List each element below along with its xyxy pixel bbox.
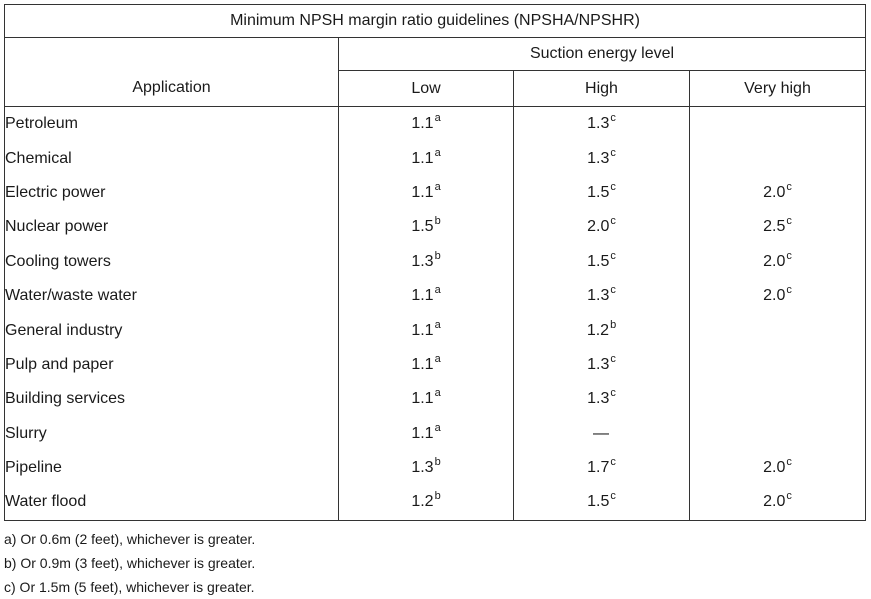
low-value: 1.3 (411, 252, 434, 270)
column-header-high: High (514, 71, 690, 107)
footnote-marker: a (434, 112, 441, 125)
very-high-value-cell (690, 417, 866, 451)
footnote-marker: c (610, 146, 616, 159)
high-value-cell (514, 107, 690, 142)
high-value-cell (514, 313, 690, 347)
application-cell: Nuclear power (5, 210, 339, 244)
high-value-cell (514, 417, 690, 451)
application-cell: Electric power (5, 176, 339, 210)
high-value: 2.0 (587, 218, 610, 236)
column-header-application: Application (5, 71, 339, 107)
table-row (5, 107, 866, 142)
footnote-marker: b (434, 490, 441, 503)
table-row (5, 451, 866, 485)
low-value-cell (339, 348, 514, 382)
low-value: 1.1 (411, 390, 434, 408)
low-value-cell (339, 417, 514, 451)
footnote-a: a) Or 0.6m (2 feet), whichever is greater. (4, 531, 256, 547)
very-high-value-cell (690, 382, 866, 416)
high-value-cell (514, 141, 690, 175)
low-value: 1.1 (411, 287, 434, 305)
footnote-marker: b (610, 318, 617, 331)
footnote-marker: c (610, 456, 616, 469)
low-value-cell (339, 485, 514, 520)
application-cell: General industry (5, 313, 339, 347)
low-value-cell (339, 245, 514, 279)
low-value-cell (339, 141, 514, 175)
footnote-marker: c (786, 490, 792, 503)
footnote-marker: b (434, 456, 441, 469)
high-value: 1.5 (587, 183, 610, 201)
footnote-marker: a (434, 318, 441, 331)
footnote-c: c) Or 1.5m (5 feet), whichever is greater. (4, 579, 255, 595)
table-caption: Minimum NPSH margin ratio guidelines (NPSHA/NPSHR) (5, 5, 866, 38)
high-value: 1.3 (587, 115, 610, 133)
footnote-marker: b (434, 215, 441, 228)
low-value: 1.1 (411, 183, 434, 201)
footnote-marker: c (610, 284, 616, 297)
table-row (5, 313, 866, 347)
high-value: 1.3 (587, 390, 610, 408)
footnote-marker: c (610, 112, 616, 125)
table-row (5, 210, 866, 244)
footnote-marker: c (786, 249, 792, 262)
low-value: 1.2 (411, 493, 434, 511)
table-row (5, 417, 866, 451)
footnote-marker: c (610, 490, 616, 503)
table-row (5, 141, 866, 175)
very-high-value: 2.0 (763, 252, 786, 270)
very-high-value-cell (690, 451, 866, 485)
application-cell: Cooling towers (5, 245, 339, 279)
very-high-value-cell (690, 245, 866, 279)
low-value: 1.1 (411, 321, 434, 339)
low-value: 1.1 (411, 424, 434, 442)
table-body (5, 107, 866, 521)
high-value-cell (514, 279, 690, 313)
footnote-marker: c (786, 215, 792, 228)
application-cell: Water/waste water (5, 279, 339, 313)
high-value-cell (514, 485, 690, 520)
high-value: 1.5 (587, 252, 610, 270)
very-high-value-cell (690, 210, 866, 244)
high-value-cell (514, 382, 690, 416)
footnote-marker: c (610, 352, 616, 365)
footnote-marker: c (786, 284, 792, 297)
table-row (5, 485, 866, 520)
low-value-cell (339, 382, 514, 416)
footnote-marker: a (434, 421, 441, 434)
high-value: 1.3 (587, 287, 610, 305)
high-value: 1.5 (587, 493, 610, 511)
footnote-marker: a (434, 180, 441, 193)
very-high-value-cell (690, 176, 866, 210)
high-value-cell (514, 210, 690, 244)
application-cell: Water flood (5, 485, 339, 520)
table-row (5, 176, 866, 210)
footnote-marker: a (434, 284, 441, 297)
very-high-value-cell (690, 107, 866, 142)
high-value-cell (514, 451, 690, 485)
table-row (5, 382, 866, 416)
low-value: 1.3 (411, 459, 434, 477)
footnote-marker: c (610, 180, 616, 193)
low-value-cell (339, 451, 514, 485)
very-high-value: 2.0 (763, 493, 786, 511)
footnotes (4, 527, 865, 599)
very-high-value: 2.5 (763, 218, 786, 236)
very-high-value-cell (690, 348, 866, 382)
application-cell: Petroleum (5, 107, 339, 142)
npsh-margin-table (4, 4, 866, 521)
footnote-marker: c (786, 180, 792, 193)
column-header-low: Low (339, 71, 514, 107)
very-high-value: 2.0 (763, 183, 786, 201)
footnote-marker: c (610, 215, 616, 228)
low-value-cell (339, 176, 514, 210)
high-value: 1.3 (587, 355, 610, 373)
low-value-cell (339, 107, 514, 142)
footnote-b: b) Or 0.9m (3 feet), whichever is greater. (4, 555, 256, 571)
column-header-very-high: Very high (690, 71, 866, 107)
application-cell: Slurry (5, 417, 339, 451)
footnote-marker: a (434, 146, 441, 159)
suction-energy-group-header: Suction energy level (339, 38, 866, 71)
table-row (5, 348, 866, 382)
footnote-marker: a (434, 387, 441, 400)
high-value: 1.7 (587, 459, 610, 477)
very-high-value-cell (690, 279, 866, 313)
high-value: 1.3 (587, 149, 610, 167)
low-value-cell (339, 313, 514, 347)
high-value-cell (514, 245, 690, 279)
application-cell: Pipeline (5, 451, 339, 485)
very-high-value-cell (690, 313, 866, 347)
high-value: — (593, 424, 609, 442)
application-cell: Chemical (5, 141, 339, 175)
footnote-marker: a (434, 352, 441, 365)
table-row (5, 245, 866, 279)
low-value-cell (339, 279, 514, 313)
very-high-value-cell (690, 141, 866, 175)
high-value: 1.2 (586, 321, 610, 339)
low-value: 1.1 (411, 115, 434, 133)
low-value: 1.1 (411, 355, 434, 373)
footnote-marker: c (610, 249, 616, 262)
header-spacer (5, 38, 339, 71)
footnote-marker: c (786, 456, 792, 469)
high-value-cell (514, 348, 690, 382)
application-cell: Building services (5, 382, 339, 416)
very-high-value: 2.0 (763, 287, 786, 305)
low-value: 1.1 (411, 149, 434, 167)
high-value-cell (514, 176, 690, 210)
footnote-marker: b (434, 249, 441, 262)
very-high-value-cell (690, 485, 866, 520)
very-high-value: 2.0 (763, 459, 786, 477)
application-cell: Pulp and paper (5, 348, 339, 382)
footnote-marker: c (610, 387, 616, 400)
table-row (5, 279, 866, 313)
low-value-cell (339, 210, 514, 244)
low-value: 1.5 (411, 218, 434, 236)
